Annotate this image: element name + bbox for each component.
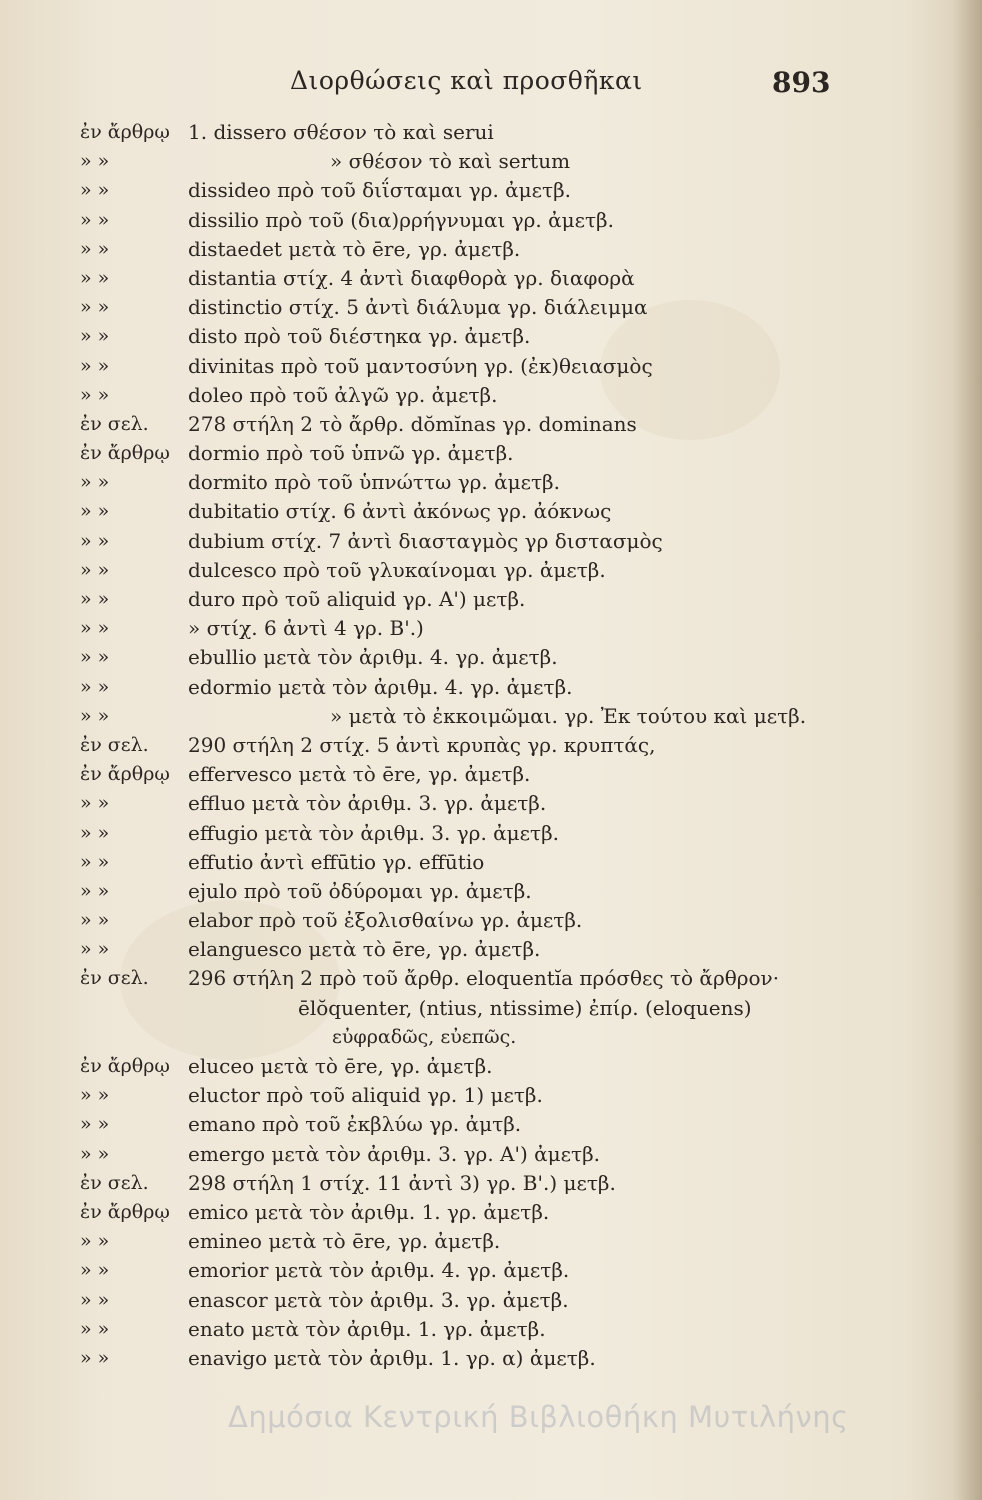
correction-line bbox=[80, 1081, 880, 1110]
correction-line bbox=[80, 527, 880, 556]
correction-line bbox=[80, 410, 880, 439]
line-location: » » bbox=[80, 1288, 110, 1311]
line-text: enato μετὰ τὸν ἀριθμ. 1. γρ. ἀμετβ. bbox=[188, 1316, 546, 1341]
line-text: 296 στήλη 2 πρὸ τοῦ ἄρθρ. eloquentĭa πρόσθες τὸ ἄρθρον· bbox=[188, 966, 780, 991]
line-location: ἐν σελ. bbox=[80, 412, 149, 435]
line-location: » » bbox=[80, 354, 110, 377]
line-location: » » bbox=[80, 938, 110, 961]
line-location: » » bbox=[80, 850, 110, 873]
correction-line bbox=[80, 760, 880, 789]
line-location: ἐν σελ. bbox=[80, 1171, 149, 1194]
correction-line bbox=[80, 118, 880, 147]
line-location: » » bbox=[80, 588, 110, 610]
line-text: dormito πρὸ τοῦ ὑπνώττω γρ. ἀμετβ. bbox=[188, 470, 560, 495]
line-text: » στίχ. 6 ἀντὶ 4 γρ. Β'.) bbox=[188, 616, 424, 641]
line-text: effugio μετὰ τὸν ἀριθμ. 3. γρ. ἀμετβ. bbox=[188, 820, 560, 845]
line-text: emico μετὰ τὸν ἀριθμ. 1. γρ. ἀμετβ. bbox=[188, 1199, 550, 1224]
library-watermark: Δημόσια Κεντρική Βιβλιοθήκη Μυτιλήνης bbox=[228, 1400, 849, 1434]
line-text: dormio πρὸ τοῦ ὑπνῶ γρ. ἀμετβ. bbox=[188, 441, 514, 466]
line-location: » » bbox=[80, 879, 110, 902]
line-location: » » bbox=[80, 646, 110, 669]
line-location: » » bbox=[80, 792, 110, 815]
line-location: » » bbox=[80, 529, 110, 552]
line-location: » » bbox=[80, 1113, 110, 1136]
correction-line bbox=[80, 702, 880, 731]
correction-line bbox=[80, 585, 880, 614]
line-text: eluceo μετὰ τὸ ēre, γρ. ἀμετβ. bbox=[188, 1054, 493, 1078]
line-location: ἐν σελ. bbox=[80, 733, 149, 756]
correction-line bbox=[80, 1227, 880, 1256]
line-text: enascor μετὰ τὸν ἀριθμ. 3. γρ. ἀμετβ. bbox=[188, 1287, 569, 1312]
correction-line bbox=[80, 1110, 880, 1139]
line-location: » » bbox=[80, 150, 110, 173]
line-text: εὐφραδῶς, εὐεπῶς. bbox=[332, 1025, 517, 1048]
line-location: » » bbox=[80, 383, 110, 406]
correction-line bbox=[80, 731, 880, 760]
correction-line bbox=[80, 439, 880, 468]
line-location: ἐν ἄρθρῳ bbox=[80, 442, 170, 465]
correction-line bbox=[80, 293, 880, 322]
line-location: » » bbox=[80, 909, 110, 932]
correction-line bbox=[80, 1256, 880, 1285]
line-text: duro πρὸ τοῦ aliquid γρ. Α') μετβ. bbox=[188, 587, 526, 611]
line-text: dubium στίχ. 7 ἀντὶ διασταγμὸς γρ διστασμὸς bbox=[188, 528, 663, 553]
line-location: » » bbox=[80, 821, 110, 844]
correction-line bbox=[80, 556, 880, 585]
line-location: » » bbox=[80, 500, 110, 523]
line-location: » » bbox=[80, 296, 110, 319]
correction-line bbox=[80, 877, 880, 906]
line-text: emineo μετὰ τὸ ēre, γρ. ἀμετβ. bbox=[188, 1229, 501, 1254]
line-text: elanguesco μετὰ τὸ ēre, γρ. ἀμετβ. bbox=[188, 937, 541, 962]
line-location: » » bbox=[80, 1259, 110, 1282]
correction-line bbox=[80, 848, 880, 877]
line-text: 1. dissero σθέσον τὸ καὶ serui bbox=[188, 120, 494, 144]
line-location: » » bbox=[80, 325, 110, 348]
line-text: » μετὰ τὸ ἐκκοιμῶμαι. γρ. Ἐκ τούτου καὶ μετβ. bbox=[330, 703, 807, 728]
correction-line bbox=[80, 1023, 880, 1052]
correction-line bbox=[80, 1169, 880, 1198]
correction-line bbox=[80, 1286, 880, 1315]
line-location: » » bbox=[80, 179, 110, 202]
line-location: » » bbox=[80, 675, 110, 698]
line-text: ejulo πρὸ τοῦ ὀδύρομαι γρ. ἀμετβ. bbox=[188, 878, 532, 903]
correction-line bbox=[80, 1315, 880, 1344]
line-text: emergo μετὰ τὸν ἀριθμ. 3. γρ. Α') ἀμετβ. bbox=[188, 1141, 600, 1166]
line-location: » » bbox=[80, 1346, 110, 1369]
line-location: » » bbox=[80, 617, 110, 640]
correction-line bbox=[80, 206, 880, 235]
running-title: Διορθώσεις καὶ προσθῆκαι bbox=[290, 66, 643, 95]
correction-line bbox=[80, 235, 880, 264]
correction-line bbox=[80, 935, 880, 964]
line-text: 278 στήλη 2 τὸ ἄρθρ. dŏmĭnas γρ. dominans bbox=[188, 411, 637, 436]
line-text: divinitas πρὸ τοῦ μαντοσύνη γρ. (ἐκ)θειασμὸς bbox=[188, 353, 653, 378]
line-location: » » bbox=[80, 266, 110, 289]
correction-line bbox=[80, 1052, 880, 1081]
line-text: distaedet μετὰ τὸ ēre, γρ. ἀμετβ. bbox=[188, 236, 521, 261]
line-text: ēlŏquenter, (ntius, ntissime) ἐπίρ. (eloquens) bbox=[298, 995, 752, 1020]
correction-line bbox=[80, 1344, 880, 1373]
line-location: » » bbox=[80, 1230, 110, 1253]
correction-line bbox=[80, 643, 880, 672]
correction-line bbox=[80, 468, 880, 497]
line-text: emorior μετὰ τὸν ἀριθμ. 4. γρ. ἀμετβ. bbox=[188, 1258, 570, 1283]
correction-line bbox=[80, 906, 880, 935]
correction-line bbox=[80, 352, 880, 381]
line-location: ἐν ἄρθρῳ bbox=[80, 763, 170, 786]
line-location: » » bbox=[80, 237, 110, 260]
correction-line bbox=[80, 1140, 880, 1169]
line-location: » » bbox=[80, 208, 110, 231]
line-text: dubitatio στίχ. 6 ἀντὶ ἀκόνως γρ. ἀόκνως bbox=[188, 499, 612, 524]
correction-line bbox=[80, 1198, 880, 1227]
line-text: dissilio πρὸ τοῦ (δια)ρρήγνυμαι γρ. ἀμετβ. bbox=[188, 207, 614, 232]
correction-line bbox=[80, 497, 880, 526]
line-text: distinctio στίχ. 5 ἀντὶ διάλυμα γρ. διάλειμμα bbox=[188, 295, 648, 320]
correction-line bbox=[80, 673, 880, 702]
line-text: effervesco μετὰ τὸ ēre, γρ. ἀμετβ. bbox=[188, 762, 531, 787]
correction-line bbox=[80, 381, 880, 410]
correction-line bbox=[80, 176, 880, 205]
line-location: » » bbox=[80, 704, 110, 727]
line-text: ebullio μετὰ τὸν ἀριθμ. 4. γρ. ἀμετβ. bbox=[188, 645, 558, 670]
page-number: 893 bbox=[772, 66, 831, 99]
line-location: » » bbox=[80, 1084, 110, 1107]
line-text: effluo μετὰ τὸν ἀριθμ. 3. γρ. ἀμετβ. bbox=[188, 791, 547, 816]
correction-line bbox=[80, 322, 880, 351]
line-location: » » bbox=[80, 558, 110, 581]
line-text: enavigo μετὰ τὸν ἀριθμ. 1. γρ. α) ἀμετβ. bbox=[188, 1345, 596, 1370]
line-text: effutio ἀντὶ effūtio γρ. effūtio bbox=[188, 849, 485, 874]
line-text: 298 στήλη 1 στίχ. 11 ἀντὶ 3) γρ. Β'.) μετβ. bbox=[188, 1170, 616, 1195]
page-header bbox=[0, 66, 982, 106]
line-text: dulcesco πρὸ τοῦ γλυκαίνομαι γρ. ἀμετβ. bbox=[188, 557, 606, 582]
correction-line bbox=[80, 264, 880, 293]
line-text: eluctor πρὸ τοῦ aliquid γρ. 1) μετβ. bbox=[188, 1083, 543, 1108]
line-location: » » bbox=[80, 471, 110, 494]
line-text: disto πρὸ τοῦ διέστηκα γρ. ἀμετβ. bbox=[188, 324, 531, 349]
line-text: » σθέσον τὸ καὶ sertum bbox=[330, 149, 571, 174]
line-text: emano πρὸ τοῦ ἐκβλύω γρ. ἀμτβ. bbox=[188, 1112, 522, 1137]
line-text: distantia στίχ. 4 ἀντὶ διαφθορὰ γρ. διαφορὰ bbox=[188, 265, 635, 290]
line-text: dissideo πρὸ τοῦ διΐσταμαι γρ. ἀμετβ. bbox=[188, 178, 572, 203]
line-text: doleo πρὸ τοῦ ἀλγῶ γρ. ἀμετβ. bbox=[188, 382, 498, 407]
correction-line bbox=[80, 819, 880, 848]
correction-line bbox=[80, 994, 880, 1023]
correction-line bbox=[80, 147, 880, 176]
page-edge-shadow bbox=[952, 0, 982, 1500]
line-text: edormio μετὰ τὸν ἀριθμ. 4. γρ. ἀμετβ. bbox=[188, 674, 573, 699]
line-location: » » bbox=[80, 1142, 110, 1165]
corrections-list bbox=[80, 118, 880, 1373]
line-location: ἐν ἄρθρῳ bbox=[80, 121, 170, 143]
line-location: » » bbox=[80, 1317, 110, 1340]
correction-line bbox=[80, 964, 880, 993]
line-text: elabor πρὸ τοῦ ἐξολισθαίνω γρ. ἀμετβ. bbox=[188, 908, 583, 933]
line-location: ἐν σελ. bbox=[80, 967, 149, 990]
line-location: ἐν ἄρθρῳ bbox=[80, 1055, 170, 1077]
correction-line bbox=[80, 614, 880, 643]
line-location: ἐν ἄρθρῳ bbox=[80, 1200, 170, 1223]
correction-line bbox=[80, 789, 880, 818]
line-text: 290 στήλη 2 στίχ. 5 ἀντὶ κρυπὰς γρ. κρυπτάς, bbox=[188, 732, 656, 757]
